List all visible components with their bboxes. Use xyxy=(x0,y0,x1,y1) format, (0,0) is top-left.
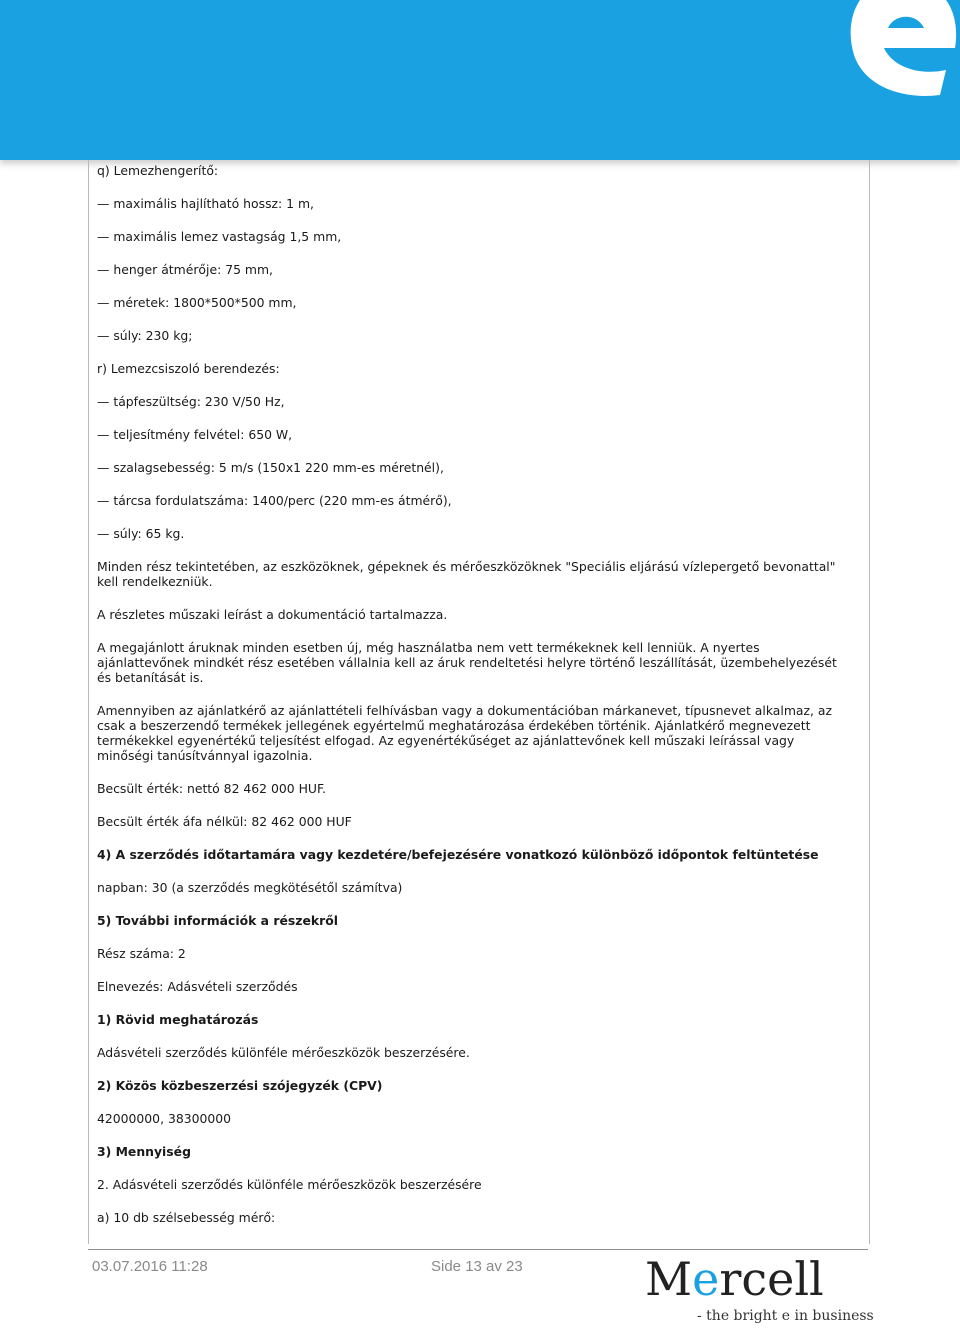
estimated-value: Becsült érték: nettó 82 462 000 HUF. xyxy=(97,781,327,796)
brand-name-part: M xyxy=(645,1252,693,1306)
document-body xyxy=(97,163,849,1243)
short-description: Adásvételi szerződés különféle mérőeszközök beszerzésére. xyxy=(97,1045,470,1060)
quantity-item: 2. Adásvételi szerződés különféle mérőeszközök beszerzésére xyxy=(97,1177,482,1192)
footer-page-number: Side 13 av 23 xyxy=(431,1258,523,1275)
heading-2: 2) Közös közbeszerzési szójegyzék (CPV) xyxy=(97,1078,383,1093)
e-logo-icon xyxy=(820,0,960,110)
estimated-value-net: Becsült érték áfa nélkül: 82 462 000 HUF xyxy=(97,814,352,829)
part-name: Elnevezés: Adásvételi szerződés xyxy=(97,979,298,994)
list-item: — tárcsa fordulatszáma: 1400/perc (220 mm-es átmérő), xyxy=(97,493,849,508)
paragraph-coating: Minden rész tekintetében, az eszközöknek, gépeknek és mérőeszközöknek "Speciális eljárású vízlepergető bevonattal" kell rendelkezniük. xyxy=(97,559,836,589)
brand-logo xyxy=(645,1252,875,1328)
header-band xyxy=(0,0,960,160)
heading-3: 3) Mennyiség xyxy=(97,1144,191,1159)
paragraph-equivalence: Amennyiben az ajánlatkérő az ajánlattételi felhívásban vagy a dokumentációban márkanevet, típusnevet alkalmaz, az csak a beszerzendő termékek jellegének egyértelmű meghatározása érdekében történik. Ajánlatkérő megnevezett termékekkel egyenértékű teljesítést elfogad. Az egyenértékűséget az ajánlattevőnek kell műszaki leírással vagy minőségi tanúsítvánnyal igazolnia. xyxy=(97,703,832,763)
brand-name-part: rcell xyxy=(719,1252,824,1306)
list-item: — maximális lemez vastagság 1,5 mm, xyxy=(97,229,849,244)
section-q-title: q) Lemezhengerítő: xyxy=(97,163,219,178)
heading-4: 4) A szerződés időtartamára vagy kezdetére/befejezésére vonatkozó különböző időpontok feltüntetése xyxy=(97,847,819,862)
heading-1: 1) Rövid meghatározás xyxy=(97,1012,259,1027)
quantity-item-a: a) 10 db szélsebesség mérő: xyxy=(97,1210,276,1225)
list-item: — tápfeszültség: 230 V/50 Hz, xyxy=(97,394,849,409)
list-item: — henger átmérője: 75 mm, xyxy=(97,262,849,277)
part-number: Rész száma: 2 xyxy=(97,946,186,961)
footer-date: 03.07.2016 11:28 xyxy=(92,1258,208,1275)
cpv-codes: 42000000, 38300000 xyxy=(97,1111,232,1126)
brand-name xyxy=(645,1252,824,1306)
list-item: — teljesítmény felvétel: 650 W, xyxy=(97,427,849,442)
section-r-title: r) Lemezcsiszoló berendezés: xyxy=(97,361,280,376)
brand-e-letter: e xyxy=(692,1252,720,1306)
list-item: — maximális hajlítható hossz: 1 m, xyxy=(97,196,849,211)
brand-tagline: - the bright e in business xyxy=(697,1308,874,1324)
paragraph-new-goods: A megajánlott áruknak minden esetben új, még használatba nem vett termékeknek kell lenniük. A nyertes ajánlattevőnek mindkét rész esetében vállalnia kell az áruk rendeltetési helyre történő leszállítását, üzembehelyezését és betanítását is. xyxy=(97,640,837,685)
heading-5: 5) További információk a részekről xyxy=(97,913,338,928)
paragraph-doc-reference: A részletes műszaki leírást a dokumentáció tartalmazza. xyxy=(97,607,448,622)
contract-duration: napban: 30 (a szerződés megkötésétől számítva) xyxy=(97,880,403,895)
list-item: — szalagsebesség: 5 m/s (150x1 220 mm-es méretnél), xyxy=(97,460,849,475)
list-item: — súly: 65 kg. xyxy=(97,526,849,541)
footer-divider xyxy=(88,1249,868,1250)
list-item: — súly: 230 kg; xyxy=(97,328,849,343)
list-item: — méretek: 1800*500*500 mm, xyxy=(97,295,849,310)
